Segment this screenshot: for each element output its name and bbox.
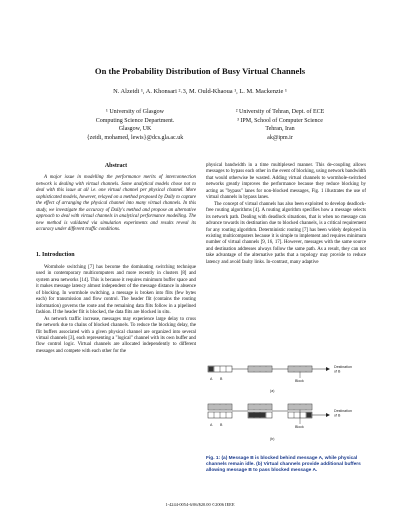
label-of-b-a: of B (334, 369, 341, 374)
affiliation-line: ¹ University of Glasgow (106, 109, 164, 115)
affiliation-email: ak@ipm.ir (267, 134, 293, 141)
subfigure-a (208, 365, 352, 393)
affiliation-line: Glasgow, UK (118, 126, 152, 133)
affiliation-line: ² University of Tehran, Dept. of ECE (235, 109, 325, 115)
figure-1-caption: Fig. 1: (a) Message B is blocked behind message A, while physical channels remain idle. (b) Virtual channels provide additional buffers allowing message B to pass blocked message A. (206, 456, 361, 473)
body-paragraph-2: The concept of virtual channels has also been exploited to develop deadlock-free routing algorithms [4]. A routing algorithm specifies how a message selects its network path. Dealing with deadlock situations, that is when no message can advance towards its destination due to blocked channels, is a critical requirement for any routing algorithm. Deterministic routing [7] has been widely deployed in existing multicomputers because it is simple to implement and requires minimum number of virtual channels [9, 16, 17]. However, messages with the same source and destination addresses always follow the same path. As a result, they can not take advantage of the alternative paths that a topology may provide to reduce latency and avoid faulty links. In-contrast, many adaptive (206, 201, 366, 265)
figure-1-svg (206, 360, 366, 454)
left-column (36, 163, 196, 355)
flit-b (209, 367, 214, 372)
label-msg-a2: A (210, 423, 213, 427)
abstract-heading: Abstract (104, 163, 128, 169)
label-sub-b: (b) (270, 437, 275, 441)
affiliation-line: Tehran, Iran (265, 126, 295, 133)
section-heading-introduction: 1. Introduction (36, 251, 75, 258)
affiliation-glasgow (60, 108, 210, 142)
affiliation-email: {zeidi, mohamed, lewis}@dcs.gla.ac.uk (86, 134, 184, 141)
label-msg-b2: B (220, 423, 223, 427)
affiliation-line: ³ IPM, School of Computer Science (237, 117, 323, 124)
abstract-text: A major issue in modelling the performance merits of interconnection network is dealing with virtual channels. Some analytical models chose not to deal with this issue at all i.e. one virtual channel per physical channel. More sophisticated models, however, relayed on a method proposed by Dally to capture the effect of arranging the physical channel into many virtual channels. In this study, we investigate the accuracy of Dally's method and propose an alternative approach to deal with virtual channels in analytical performance modelling. The new method is validated via simulation experiments and results reveal its accuracy under different traffic conditions. (36, 175, 196, 233)
label-of-b-b: of B (334, 413, 341, 418)
label-sub-a: (a) (270, 389, 275, 393)
label-destination-b: Destination (334, 409, 352, 413)
label-msg-b: B (220, 377, 223, 381)
author-list: N. Alzeidi ¹, A. Khonsari ²˒3, M. Ould-Khaoua ¹, L. M. Mackenzie ¹ (113, 88, 287, 95)
figure-1-diagram (206, 360, 366, 454)
right-column (206, 163, 366, 266)
intro-paragraph-2: As network traffic increase, messages may experience large delay to cross the network due to chains of blocked channels. To reduce the blocking delay, the flit buffers associated with a given physical channel are organized into several virtual channels [3], each representing a "logical" channel with its own buffer and flow control logic. Virtual channels are allocated independently to different messages and compete with each other for the (36, 316, 196, 354)
label-block: Block (295, 379, 304, 383)
paper-title: On the Probability Distribution of Busy Virtual Channels (94, 66, 306, 76)
affiliation-line: Computing Science Department. (95, 117, 175, 124)
label-block-2: Block (295, 425, 304, 429)
body-paragraph-1: physical bandwidth in a time multiplexed manner. This de-coupling allows messages to bypass each other in the event of blocking, using network bandwidth that would otherwise be wasted. Adding virtual channels to wormhole-switched networks greatly improves the performance because they reduce blocking by acting as "bypass" lanes for non-blocked messages, Fig. 1 illustrates the use of virtual channels in bypass lanes. (206, 163, 366, 201)
label-msg-a: A (210, 377, 213, 381)
intro-paragraph-1: Wormhole switching [7] has become the dominating switching technique used in contemporary multicomputers and more recently in clusters [8] and system area networks [14]. This is because it requires minimum buffer space and it makes message latency almost independent of the message distance in absence of blocking. In wormhole switching, a message is broken into flits (few bytes each) for transmission and flow control. The header flit (contains the routing information) governs the route and the remaining data flits follow in a pipelined fashion. If the header flit is blocked, the data flits are blocked in situ. (36, 264, 196, 316)
flits-a (249, 367, 272, 372)
subfigure-b (208, 404, 352, 441)
affiliation-tehran (210, 108, 350, 142)
page-footer: 1-4244-0054-6/06/$20.00 ©2006 IEEE (165, 502, 235, 507)
label-destination-a: Destination (334, 365, 352, 369)
